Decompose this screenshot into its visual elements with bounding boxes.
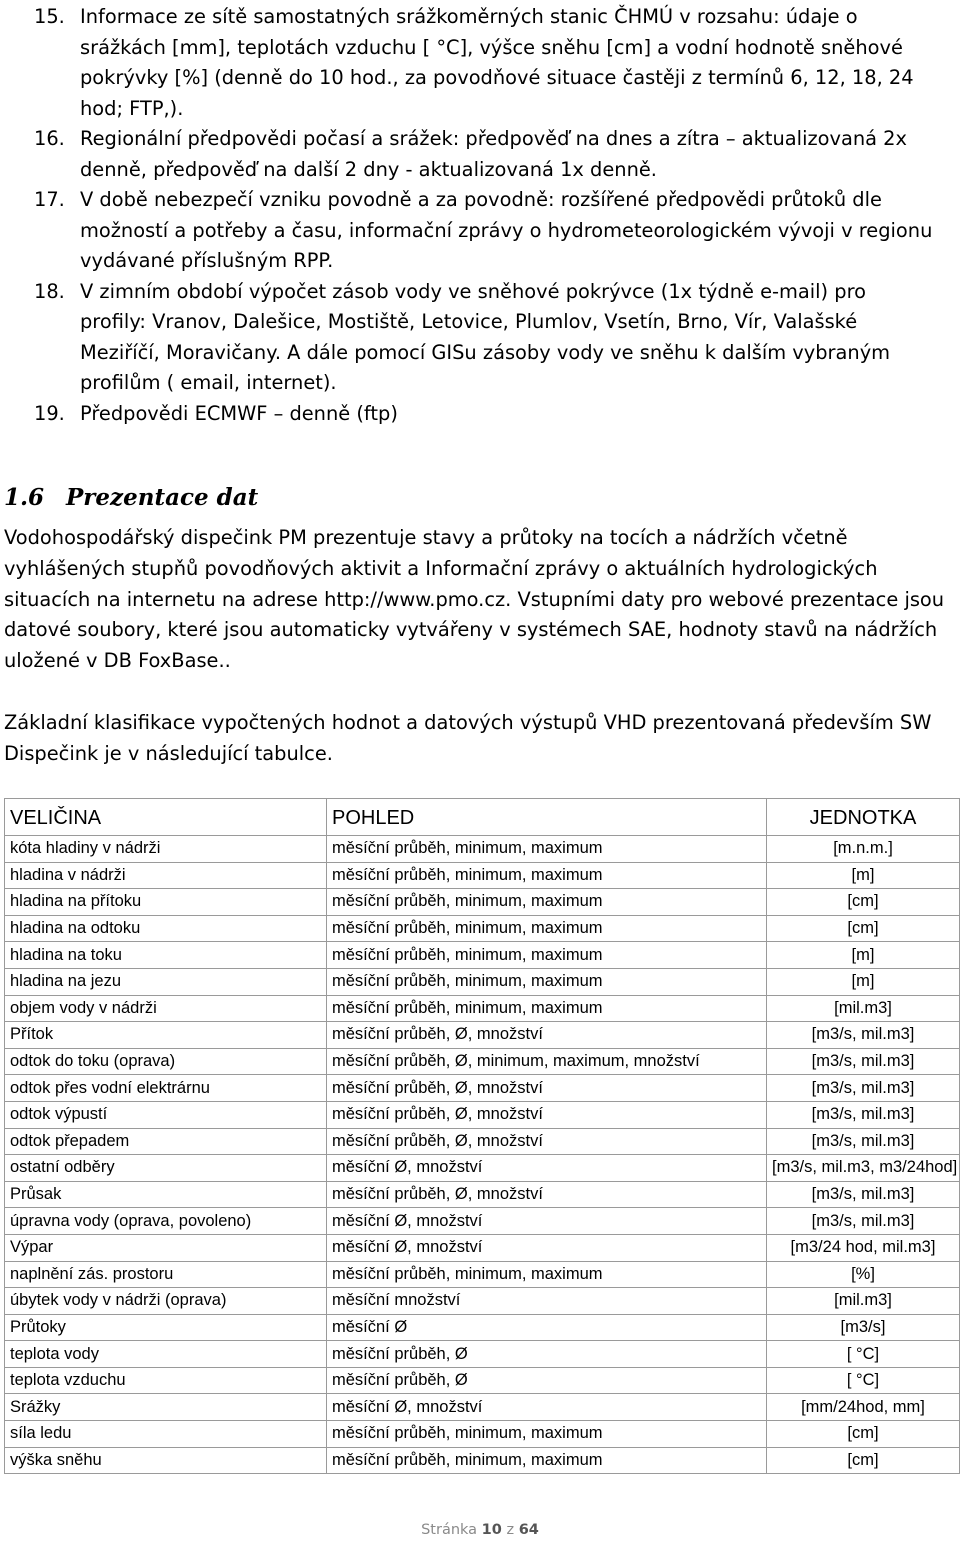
cell-view: měsíční průběh, Ø	[327, 1367, 767, 1394]
cell-view: měsíční průběh, minimum, maximum	[327, 995, 767, 1022]
cell-unit: [ °C]	[767, 1341, 960, 1368]
table-row	[5, 1341, 960, 1368]
page-footer	[0, 1522, 960, 1538]
cell-view: měsíční průběh, minimum, maximum	[327, 1447, 767, 1474]
cell-quantity: hladina na přítoku	[5, 889, 327, 916]
table-row	[5, 968, 960, 995]
cell-view: měsíční Ø, množství	[327, 1208, 767, 1235]
cell-unit: [cm]	[767, 1447, 960, 1474]
cell-unit: [ °C]	[767, 1367, 960, 1394]
table-row	[5, 1181, 960, 1208]
list-item-number: 19.	[34, 401, 65, 425]
section-heading	[4, 484, 258, 511]
table-row	[5, 1394, 960, 1421]
cell-quantity: síla ledu	[5, 1421, 327, 1448]
table-row	[5, 1022, 960, 1049]
cell-view: měsíční průběh, Ø, množství	[327, 1101, 767, 1128]
cell-unit: [cm]	[767, 889, 960, 916]
cell-quantity: naplnění zás. prostoru	[5, 1261, 327, 1288]
list-item-text: V době nebezpečí vzniku povodně a za povodně: rozšířené předpovědi průtoků dle možností a potřeby a času, informační zprávy o hydrometeorologickém vývoji v regionu vydávané příslušným RPP.	[80, 188, 933, 272]
cell-unit: [m3/s, mil.m3, m3/24hod]	[767, 1155, 960, 1182]
cell-quantity: hladina na jezu	[5, 968, 327, 995]
cell-unit: [m3/s, mil.m3]	[767, 1128, 960, 1155]
cell-view: měsíční průběh, Ø, množství	[327, 1075, 767, 1102]
list-item	[34, 2, 938, 124]
section-title: Prezentace dat	[66, 484, 259, 511]
cell-unit: [mm/24hod, mm]	[767, 1394, 960, 1421]
column-header-quantity: VELIČINA	[5, 799, 327, 836]
cell-quantity: odtok výpustí	[5, 1101, 327, 1128]
cell-view: měsíční průběh, minimum, maximum	[327, 968, 767, 995]
cell-quantity: teplota vzduchu	[5, 1367, 327, 1394]
cell-quantity: ostatní odběry	[5, 1155, 327, 1182]
cell-quantity: výška sněhu	[5, 1447, 327, 1474]
footer-separator: z	[506, 1522, 515, 1538]
cell-unit: [%]	[767, 1261, 960, 1288]
cell-unit: [m3/s, mil.m3]	[767, 1022, 960, 1049]
cell-unit: [mil.m3]	[767, 995, 960, 1022]
cell-view: měsíční průběh, minimum, maximum	[327, 915, 767, 942]
table-row	[5, 1075, 960, 1102]
cell-unit: [m3/s, mil.m3]	[767, 1208, 960, 1235]
table-row	[5, 862, 960, 889]
list-item-number: 16.	[34, 127, 65, 150]
list-item-text: Regionální předpovědi počasí a srážek: předpověď na dnes a zítra – aktualizovaná 2x denně, předpověď na další 2 dny - aktualizovaná 1x denně.	[80, 127, 907, 181]
cell-view: měsíční Ø, množství	[327, 1155, 767, 1182]
list-item-number: 18.	[34, 279, 65, 303]
cell-view: měsíční Ø, množství	[327, 1394, 767, 1421]
table-body	[5, 836, 960, 1474]
classification-table	[4, 798, 960, 1474]
cell-quantity: odtok přes vodní elektrárnu	[5, 1075, 327, 1102]
list-item	[34, 185, 938, 277]
column-header-view: POHLED	[327, 799, 767, 836]
cell-unit: [m3/s, mil.m3]	[767, 1075, 960, 1102]
cell-view: měsíční průběh, Ø	[327, 1341, 767, 1368]
cell-view: měsíční průběh, Ø, množství	[327, 1181, 767, 1208]
cell-view: měsíční průběh, minimum, maximum	[327, 889, 767, 916]
list-item	[34, 399, 938, 430]
cell-unit: [cm]	[767, 915, 960, 942]
cell-quantity: Přítok	[5, 1022, 327, 1049]
list-item-number: 15.	[34, 5, 65, 28]
paragraph-classification: Základní klasifikace vypočtených hodnot a datových výstupů VHD prezentovaná především SW Dispečink je v následující tabulce.	[4, 711, 932, 765]
cell-quantity: teplota vody	[5, 1341, 327, 1368]
cell-unit: [mil.m3]	[767, 1288, 960, 1315]
table-header-row	[5, 799, 960, 836]
table-row	[5, 1208, 960, 1235]
cell-unit: [m]	[767, 862, 960, 889]
footer-page-total: 64	[518, 1522, 539, 1538]
section-number: 1.6	[4, 484, 45, 511]
cell-unit: [m3/s, mil.m3]	[767, 1181, 960, 1208]
cell-quantity: odtok přepadem	[5, 1128, 327, 1155]
table-row	[5, 1288, 960, 1315]
table-row	[5, 1048, 960, 1075]
cell-quantity: Průsak	[5, 1181, 327, 1208]
cell-view: měsíční Ø	[327, 1314, 767, 1341]
table-row	[5, 1234, 960, 1261]
list-item-text: V zimním období výpočet zásob vody ve sněhové pokrývce (1x týdně e-mail) pro profily: Vranov, Dalešice, Mostiště, Letovice, Plumlov, Vsetín, Brno, Vír, Valašské Meziříčí, Moravičany. A dále pomocí GISu zásoby vody ve sněhu k dalším vybraným profilům ( email, internet).	[80, 279, 891, 394]
cell-view: měsíční průběh, Ø, minimum, maximum, množství	[327, 1048, 767, 1075]
table-row	[5, 1314, 960, 1341]
footer-prefix: Stránka	[421, 1522, 478, 1538]
list-item-number: 17.	[34, 188, 65, 211]
cell-unit: [cm]	[767, 1421, 960, 1448]
numbered-list	[34, 2, 938, 429]
table-row	[5, 942, 960, 969]
cell-view: měsíční průběh, minimum, maximum	[327, 862, 767, 889]
list-item-text: Informace ze sítě samostatných srážkoměrných stanic ČHMÚ v rozsahu: údaje o srážkách [mm], teplotách vzduchu [ °C], výšce sněhu [cm] a vodní hodnotě sněhové pokrývky [%] (denně do 10 hod., za povodňové situace častěji z termínů 6, 12, 18, 24 hod; FTP,).	[80, 5, 914, 120]
table-row	[5, 1155, 960, 1182]
table-row	[5, 995, 960, 1022]
cell-quantity: odtok do toku (oprava)	[5, 1048, 327, 1075]
cell-view: měsíční průběh, minimum, maximum	[327, 1421, 767, 1448]
cell-view: měsíční průběh, Ø, množství	[327, 1022, 767, 1049]
paragraph-presentation: Vodohospodářský dispečink PM prezentuje stavy a průtoky na tocích a nádržích včetně vyhlášených stupňů povodňových aktivit a Informační zprávy o aktuálních hydrologických situacích na internetu na adrese http://www.pmo.cz. Vstupními daty pro webové prezentace jsou datové soubory, které jsou automaticky vytvářeny v systémech SAE, hodnoty stavů na nádržích uložené v DB FoxBase..	[4, 526, 945, 673]
list-item	[34, 124, 938, 185]
cell-unit: [m3/s]	[767, 1314, 960, 1341]
cell-unit: [m.n.m.]	[767, 836, 960, 863]
cell-unit: [m3/24 hod, mil.m3]	[767, 1234, 960, 1261]
cell-unit: [m]	[767, 942, 960, 969]
cell-unit: [m3/s, mil.m3]	[767, 1101, 960, 1128]
cell-view: měsíční průběh, minimum, maximum	[327, 942, 767, 969]
list-item	[34, 277, 938, 399]
table-row	[5, 836, 960, 863]
table-row	[5, 1447, 960, 1474]
table-row	[5, 1367, 960, 1394]
table-row	[5, 889, 960, 916]
cell-view: měsíční Ø, množství	[327, 1234, 767, 1261]
cell-quantity: objem vody v nádrži	[5, 995, 327, 1022]
cell-unit: [m3/s, mil.m3]	[767, 1048, 960, 1075]
cell-quantity: hladina na toku	[5, 942, 327, 969]
table-row	[5, 1101, 960, 1128]
table-row	[5, 1261, 960, 1288]
cell-quantity: úbytek vody v nádrži (oprava)	[5, 1288, 327, 1315]
cell-quantity: Srážky	[5, 1394, 327, 1421]
cell-quantity: hladina na odtoku	[5, 915, 327, 942]
cell-unit: [m]	[767, 968, 960, 995]
cell-quantity: Výpar	[5, 1234, 327, 1261]
cell-quantity: Průtoky	[5, 1314, 327, 1341]
cell-quantity: hladina v nádrži	[5, 862, 327, 889]
cell-view: měsíční množství	[327, 1288, 767, 1315]
cell-view: měsíční průběh, minimum, maximum	[327, 1261, 767, 1288]
footer-page-number: 10	[481, 1522, 502, 1538]
table-row	[5, 1421, 960, 1448]
table-row	[5, 1128, 960, 1155]
table-row	[5, 915, 960, 942]
column-header-unit: JEDNOTKA	[767, 799, 960, 836]
cell-quantity: úpravna vody (oprava, povoleno)	[5, 1208, 327, 1235]
list-item-text: Předpovědi ECMWF – denně (ftp)	[80, 401, 398, 425]
cell-quantity: kóta hladiny v nádrži	[5, 836, 327, 863]
cell-view: měsíční průběh, Ø, množství	[327, 1128, 767, 1155]
cell-view: měsíční průběh, minimum, maximum	[327, 836, 767, 863]
